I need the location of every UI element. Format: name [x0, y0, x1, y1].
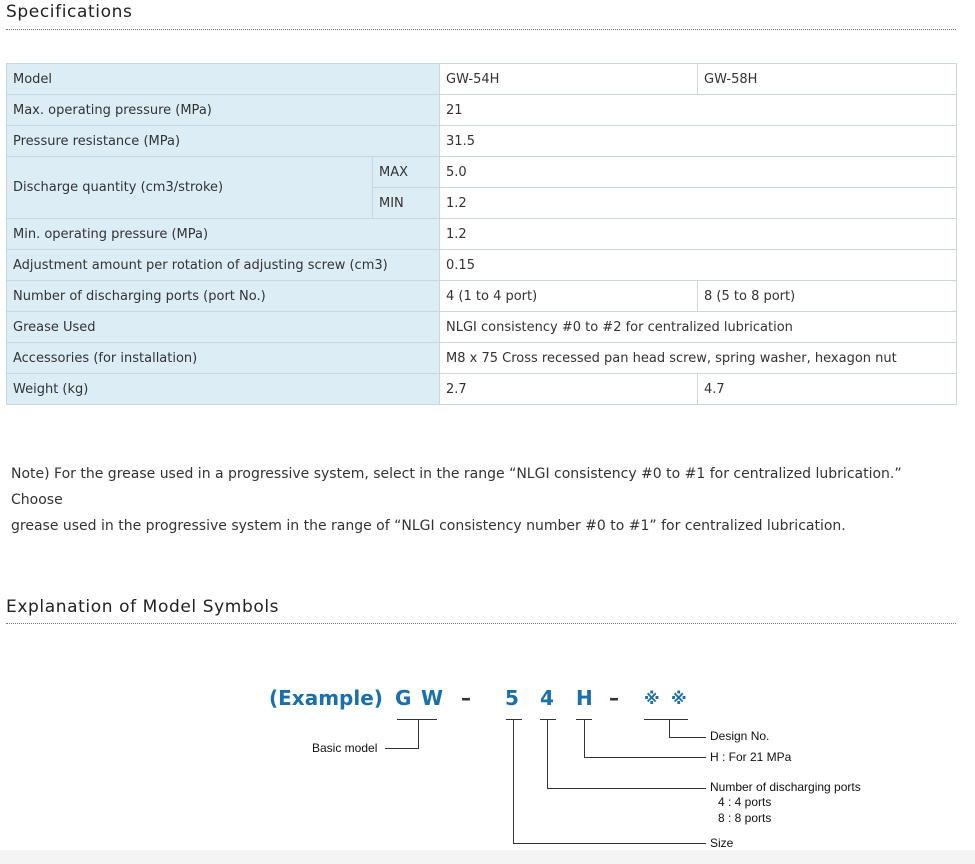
- table-row: [7, 343, 957, 374]
- cell-value: 4.7: [698, 374, 957, 405]
- cell-value: GW-54H: [440, 64, 698, 95]
- note-line: grease used in the progressive system in the range of “NLGI consistency number #0 to #1” for centralized lubrication.: [11, 518, 846, 534]
- bracket-line: [418, 719, 419, 748]
- example-label: (Example): [269, 686, 383, 710]
- code-char-h: H: [576, 686, 593, 710]
- table-row: [7, 157, 957, 188]
- cell-value: GW-58H: [698, 64, 957, 95]
- bracket-line: [547, 719, 548, 788]
- basic-model-label: Basic model: [312, 741, 378, 755]
- cell-value: 1.2: [440, 188, 957, 219]
- cell-value: NLGI consistency #0 to #2 for centralized lubrication: [440, 312, 957, 343]
- bracket-line: [669, 737, 706, 738]
- table-row: [7, 219, 957, 250]
- table-row: [7, 374, 957, 405]
- design-no-label: Design No.: [710, 729, 770, 743]
- size-label: Size: [710, 836, 734, 850]
- table-row: [7, 250, 957, 281]
- code-char-g: G: [395, 686, 412, 710]
- row-label: Weight (kg): [7, 374, 440, 405]
- row-label: Model: [7, 64, 440, 95]
- sub-label-max: MAX: [373, 157, 440, 188]
- title-divider: [6, 29, 956, 30]
- bracket-line: [584, 757, 706, 758]
- title-divider: [6, 623, 956, 624]
- note-text: [11, 461, 956, 539]
- row-label: Discharge quantity (cm3/stroke): [7, 157, 373, 219]
- bracket-line: [584, 719, 585, 757]
- cell-value: 31.5: [440, 126, 957, 157]
- note-line: Note) For the grease used in a progressive system, select in the range “NLGI consistency #0 to #1 for centralized lubrication.” Choose: [11, 466, 902, 508]
- table-row: [7, 126, 957, 157]
- model-code-diagram: [0, 670, 975, 864]
- code-dash: –: [609, 686, 619, 710]
- h-pressure-label: H : For 21 MPa: [710, 750, 792, 764]
- row-label: Grease Used: [7, 312, 440, 343]
- cell-value: M8 x 75 Cross recessed pan head screw, spring washer, hexagon nut: [440, 343, 957, 374]
- code-design-mark: ※: [671, 689, 687, 708]
- ports-label: Number of discharging ports: [710, 780, 861, 794]
- bracket-line: [547, 788, 706, 789]
- bracket-line: [540, 719, 556, 720]
- page-bottom-strip: [0, 850, 975, 864]
- row-label: Number of discharging ports (port No.): [7, 281, 440, 312]
- table-row: [7, 281, 957, 312]
- cell-value: 5.0: [440, 157, 957, 188]
- bracket-line: [397, 719, 437, 720]
- row-label: Max. operating pressure (MPa): [7, 95, 440, 126]
- ports-8-label: 8 : 8 ports: [718, 811, 772, 825]
- row-label: Adjustment amount per rotation of adjusting screw (cm3): [7, 250, 440, 281]
- bracket-line: [513, 719, 514, 843]
- row-label: Accessories (for installation): [7, 343, 440, 374]
- ports-4-label: 4 : 4 ports: [718, 795, 772, 809]
- cell-value: 8 (5 to 8 port): [698, 281, 957, 312]
- sub-label-min: MIN: [373, 188, 440, 219]
- code-char-5: 5: [505, 686, 519, 710]
- bracket-line: [385, 748, 419, 749]
- bracket-line: [669, 719, 670, 737]
- cell-value: 1.2: [440, 219, 957, 250]
- bracket-line: [513, 843, 706, 844]
- row-label: Pressure resistance (MPa): [7, 126, 440, 157]
- table-row: [7, 64, 957, 95]
- code-dash: –: [461, 686, 471, 710]
- code-design-mark: ※: [644, 689, 660, 708]
- code-char-4: 4: [540, 686, 554, 710]
- specifications-table: [6, 63, 957, 405]
- cell-value: 2.7: [440, 374, 698, 405]
- table-row: [7, 95, 957, 126]
- code-char-w: W: [421, 686, 444, 710]
- bracket-line: [644, 719, 688, 720]
- bracket-line: [506, 719, 522, 720]
- row-label: Min. operating pressure (MPa): [7, 219, 440, 250]
- cell-value: 0.15: [440, 250, 957, 281]
- cell-value: 21: [440, 95, 957, 126]
- cell-value: 4 (1 to 4 port): [440, 281, 698, 312]
- specifications-title: Specifications: [6, 2, 133, 22]
- model-symbols-title: Explanation of Model Symbols: [6, 597, 280, 617]
- table-row: [7, 312, 957, 343]
